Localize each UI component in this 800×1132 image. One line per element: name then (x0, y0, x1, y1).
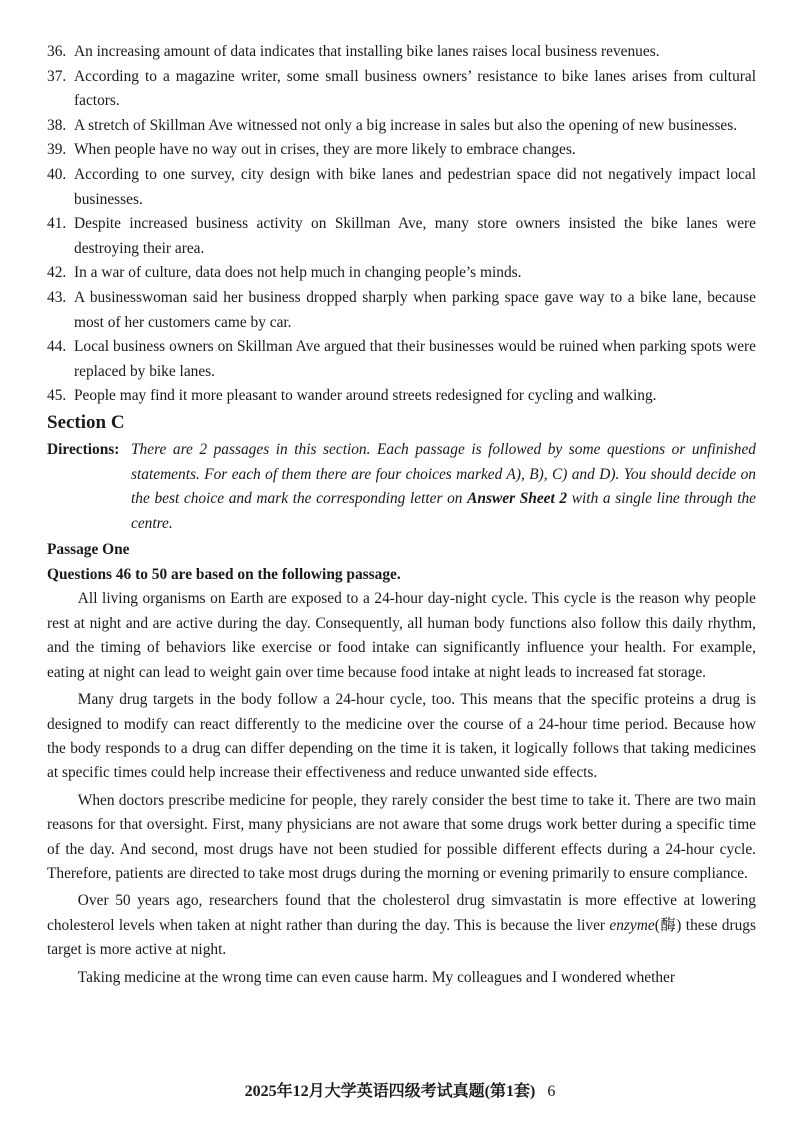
question-36 (47, 40, 756, 65)
question-43 (47, 286, 756, 335)
question-41 (47, 212, 756, 261)
passage-paragraph-5: Taking medicine at the wrong time can even cause harm. My colleagues and I wondered whether (77, 968, 676, 986)
enzyme-term: enzyme (609, 916, 655, 934)
question-39 (47, 138, 756, 163)
question-number: 40. (47, 165, 67, 183)
question-text: According to one survey, city design with bike lanes and pedestrian space did not negatively impact local businesses. (74, 165, 756, 208)
page-number: 6 (547, 1083, 556, 1100)
directions-text-part2: with a single line through the centre. (131, 490, 756, 532)
passage-paragraph-3: When doctors prescribe medicine for people, they rarely consider the best time to take it. There are two main reasons for that oversight. First, many physicians are not aware that some drugs work better during a specific time of the day. And second, most drugs have not been studied for possible different effects during a 24-hour cycle. Therefore, patients are directed to take most drugs during the morning or evening primarily to ensure compliance. (47, 791, 756, 882)
directions-text-part1: There are 2 passages in this section. Each passage is followed by some questions or unfinished statements. For each of them there are four choices marked A), B), C) and D). You should decide on the best choice and mark the corresponding letter on (131, 440, 756, 508)
section-title: Section C (47, 411, 125, 433)
question-text: A stretch of Skillman Ave witnessed not only a big increase in sales but also the opening of new businesses. (74, 116, 738, 134)
passage-paragraph-1: All living organisms on Earth are exposed to a 24-hour day-night cycle. This cycle is the reason why people rest at night and are active during the day. Consequently, all human body functions also follow this daily rhythm, and the timing of behaviors like exercise or food intake can significantly influence your health. For example, eating at night can lead to weight gain over time because food intake at night leads to increased fat storage. (47, 590, 756, 681)
question-number: 41. (47, 215, 67, 233)
passage-paragraph-2: Many drug targets in the body follow a 24-hour cycle, too. This means that the specific proteins a drug is designed to modify can react differently to the medicine over the course of a 24-hour time period. Because how the body responds to a drug can differ depending on the time it is taken, it logically follows that taking medicines at specific times could help increase their effectiveness and reduce unwanted side effects. (47, 691, 756, 782)
question-number: 42. (47, 264, 67, 282)
question-text: In a war of culture, data does not help much in changing people’s minds. (74, 264, 522, 282)
question-number: 36. (47, 43, 67, 60)
question-list (47, 40, 756, 409)
question-number: 44. (47, 338, 67, 356)
question-40 (47, 163, 756, 212)
question-text: A businesswoman said her business dropped sharply when parking space gave way to a bike lane, because most of her customers came by car. (74, 288, 756, 331)
question-37 (47, 65, 756, 114)
question-text: People may find it more pleasant to wander around streets redesigned for cycling and walking. (74, 387, 657, 405)
paragraph-4-text: Over 50 years ago, researchers found that the cholesterol drug simvastatin is more effective at lowering cholesterol levels when taken at night rather than during the day. This is because the liver (47, 892, 756, 934)
question-45 (47, 384, 756, 409)
question-number: 38. (47, 116, 67, 134)
paragraph-4-tail: (酶) these drugs target is more active at night. (47, 916, 756, 959)
page-footer (0, 1078, 800, 1101)
question-text: According to a magazine writer, some small business owners’ resistance to bike lanes arises from cultural factors. (74, 67, 756, 110)
passage-paragraph-4 (47, 889, 756, 962)
directions-label: Directions: (47, 440, 120, 458)
question-number: 39. (47, 141, 67, 159)
question-text: When people have no way out in crises, they are more likely to embrace changes. (74, 141, 576, 159)
question-42 (47, 261, 756, 286)
directions-text (131, 438, 756, 536)
question-number: 43. (47, 288, 67, 306)
directions (47, 438, 756, 536)
passage-subtitle: Questions 46 to 50 are based on the following passage. (47, 565, 401, 583)
answer-sheet-label: Answer Sheet 2 (467, 490, 568, 508)
question-number: 37. (47, 67, 67, 85)
question-number: 45. (47, 387, 67, 405)
passage-title: Passage One (47, 541, 130, 559)
footer-title: 2025年12月大学英语四级考试真题(第1套) (244, 1083, 536, 1100)
question-44 (47, 335, 756, 384)
question-38 (47, 114, 756, 139)
question-text: An increasing amount of data indicates that installing bike lanes raises local business revenues. (74, 43, 660, 60)
question-text: Despite increased business activity on Skillman Ave, many store owners insisted the bike lanes were destroying their area. (74, 215, 756, 257)
question-text: Local business owners on Skillman Ave argued that their businesses would be ruined when parking spots were replaced by bike lanes. (74, 338, 756, 380)
